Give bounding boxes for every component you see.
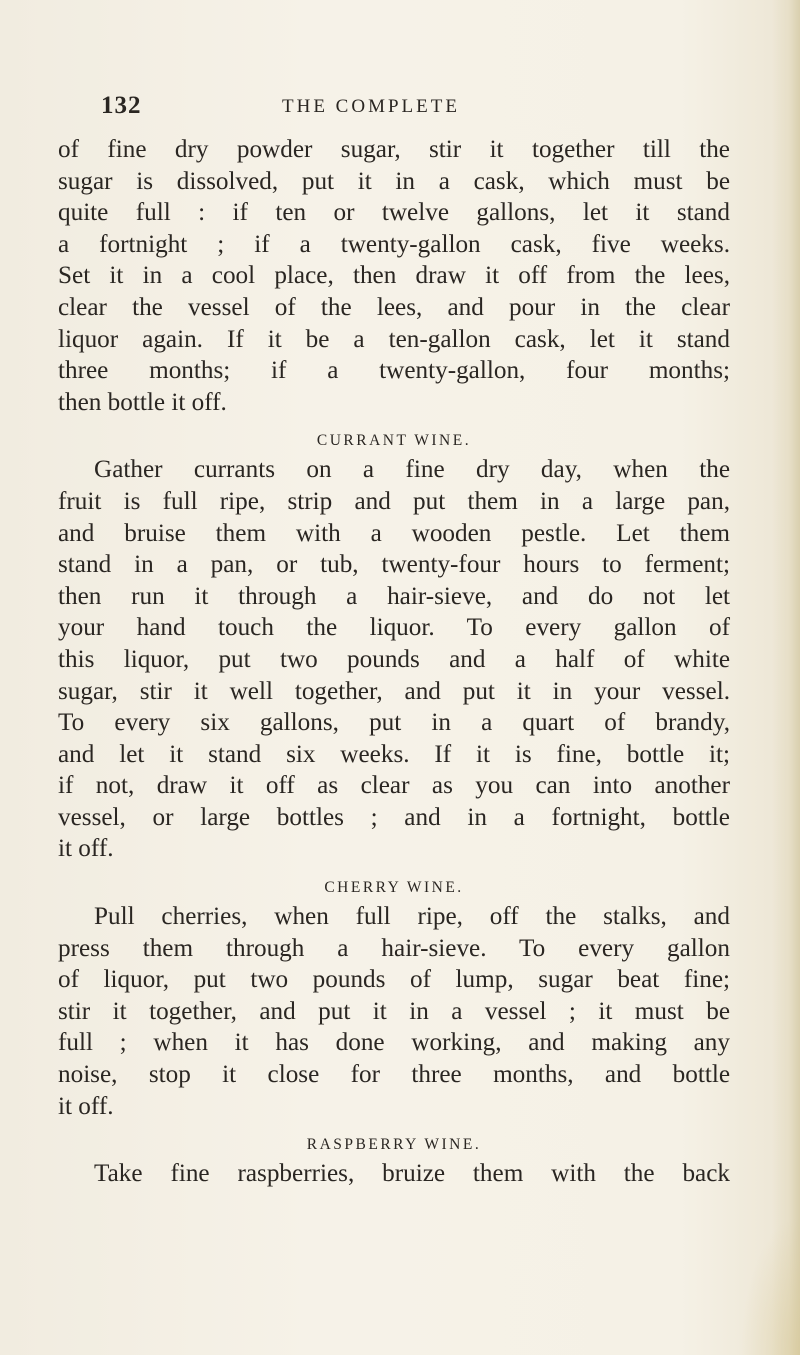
text-line: full ; when it has done working, and making any [58, 1029, 730, 1057]
text-line: it off. [58, 835, 114, 863]
text-line: if not, draw it off as clear as you can into another [58, 772, 730, 800]
text-line: Gather currants on a fine dry day, when the [94, 456, 730, 484]
page-body [58, 134, 730, 1190]
text-line: Pull cherries, when full ripe, off the stalks, and [94, 903, 730, 931]
text-line: sugar, stir it well together, and put it in your vessel. [58, 677, 730, 705]
text-line: your hand touch the liquor. To every gallon of [58, 614, 730, 642]
text-line: of fine dry powder sugar, stir it together till the [58, 136, 730, 163]
section-heading-currant-wine: CURRANT WINE. [316, 432, 472, 450]
text-line: To every six gallons, put in a quart of brandy, [58, 709, 730, 737]
text-line: a fortnight ; if a twenty-gallon cask, five weeks. [58, 230, 730, 258]
text-line: then bottle it off. [58, 388, 227, 416]
text-line: Set it in a cool place, then draw it off from the lees, [58, 262, 730, 290]
text-line: quite full : if ten or twelve gallons, let it stand [58, 199, 730, 227]
paper-stain [740, 1215, 800, 1355]
page-edge-shadow [772, 0, 800, 1355]
currant-wine-paragraph [58, 454, 730, 865]
text-line: and bruise them with a wooden pestle. Let them [58, 519, 730, 547]
raspberry-wine-paragraph [58, 1158, 730, 1190]
text-line: stir it together, and put it in a vessel ; it must be [58, 997, 730, 1025]
page-header [0, 92, 800, 132]
text-line: three months; if a twenty-gallon, four months; [58, 357, 730, 385]
text-line: then run it through a hair-sieve, and do not let [58, 582, 730, 610]
section-heading-cherry-wine: CHERRY WINE. [324, 879, 464, 897]
text-line: and let it stand six weeks. If it is fine, bottle it; [58, 740, 730, 768]
cherry-wine-paragraph [58, 901, 730, 1122]
text-line: vessel, or large bottles ; and in a fortnight, bottle [58, 803, 730, 831]
text-line: sugar is dissolved, put it in a cask, which must be [58, 167, 730, 195]
text-line: stand in a pan, or tub, twenty-four hours to ferment; [58, 551, 730, 579]
text-line: Take fine raspberries, bruize them with the back [94, 1160, 730, 1188]
text-line: clear the vessel of the lees, and pour in the clear [58, 293, 730, 321]
text-line: this liquor, put two pounds and a half of white [58, 645, 730, 673]
text-line: of liquor, put two pounds of lump, sugar beat fine; [58, 966, 730, 994]
running-head: THE COMPLETE [282, 96, 460, 117]
text-line: fruit is full ripe, strip and put them in a large pan, [58, 487, 730, 515]
section-heading-raspberry-wine: RASPBERRY WINE. [306, 1136, 482, 1154]
text-line: noise, stop it close for three months, and bottle [58, 1061, 730, 1089]
page-number: 132 [101, 92, 142, 119]
intro-paragraph [58, 134, 730, 418]
text-line: it off. [58, 1092, 114, 1120]
text-line: liquor again. If it be a ten-gallon cask, let it stand [58, 325, 730, 353]
text-line: press them through a hair-sieve. To every gallon [58, 934, 730, 962]
